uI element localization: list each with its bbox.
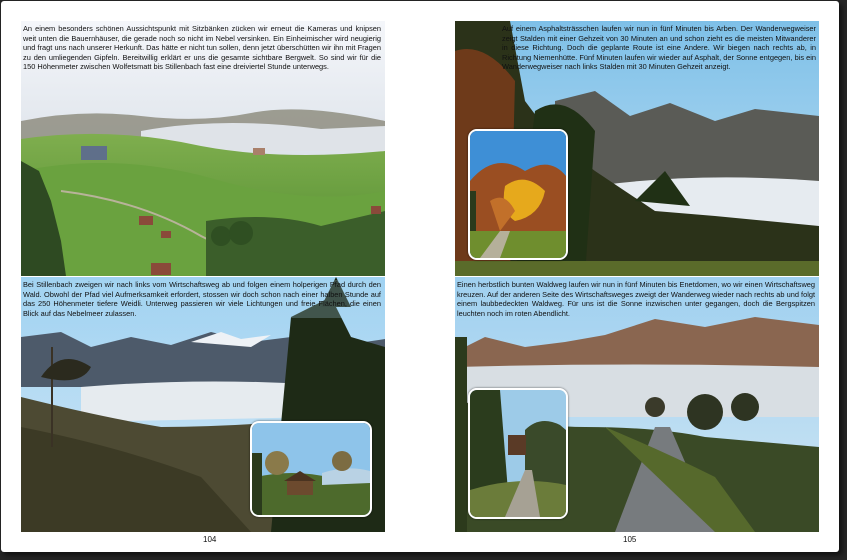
- inset-photo-farmhouse: [250, 421, 372, 517]
- photo-hills-fog: [21, 21, 385, 276]
- right-text-block-2: Einen herbstlich bunten Waldweg laufen wir nun in fünf Minuten bis Enetdomen, wo wir einen Wirtschaftsweg kreuzen. Auf der anderen Seite des Wirtschaftsweges zweigt der Wanderweg wieder nach rechts ab und folgt einem laubbedeckten Waldweg. Für uns ist die Sonne inzwischen unter gegangen, doch die Bergspitzen leuchten noch im roten Abendlicht.: [457, 280, 815, 318]
- left-page-number: 104: [203, 535, 217, 544]
- right-text-block-1: Auf einem Asphaltsträsschen laufen wir nun in fünf Minuten bis Arben. Der Wanderwegweiser zeigt Stalden mit einer Gehzeit von 30 Minuten an und schon zieht es die meisten Mitwanderer in diese Richtung. Doch die geplante Route ist eine Andere. Wir biegen nach rechts ab, in Richtung Niemenhütte. Fünf Minuten laufen wir wieder auf Asphalt, der Sonne entgegen, bis ein Wanderwegweiser nach links Stalden mit 30 Minuten Gehzeit anzeigt.: [502, 24, 816, 72]
- left-text-block-1: An einem besonders schönen Aussichtspunkt mit Sitzbänken zücken wir erneut die Kameras und knipsen weit unten die Bauernhäuser, die gerade noch so nicht im Nebel versinken. Ein Einheimischer wird neugierig und fragt uns nach unserer Herkunft. Das hätte er nicht tun sollen, denn jetzt überschütten wir ihn mit Fragen zu den umliegenden Gipfeln. Bereitwillig erklärt er uns die gesamte sichtbare Bergwelt. So sind wir für die 150 Höhenmeter zwischen Wolfetsmatt bis Stillenbach fast eine dreiviertel Stunde unterwegs.: [23, 24, 381, 72]
- inset-photo-forest-path: [468, 388, 568, 519]
- inset-photo-autumn-trees: [468, 129, 568, 260]
- left-text-block-2: Bei Stillenbach zweigen wir nach links vom Wirtschaftsweg ab und folgen einem holperigen Pfad durch den Wald. Obwohl der Pfad viel Aufmerksamkeit erfordert, stossen wir doch schon nach einer halben Stunde auf das 250 Höhenmeter tiefere Weidli. Unterweg passieren wir viele Lichtungen und freie Flächen, die einen Blick auf das Nebelmeer zulassen.: [23, 280, 381, 318]
- right-page-number: 105: [623, 535, 637, 544]
